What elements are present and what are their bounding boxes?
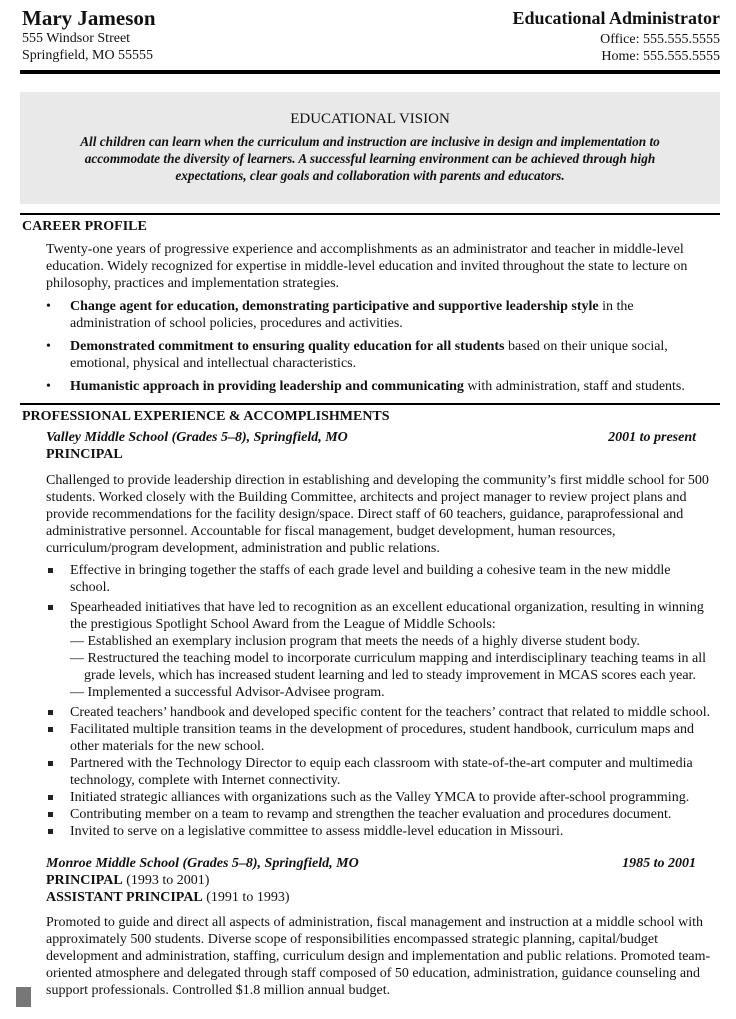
job-title: Educational Administrator	[512, 8, 720, 28]
sub-item: — Implemented a successful Advisor-Advisee program.	[70, 685, 385, 700]
vision-text: All children can learn when the curriculum and instruction are inclusive in design and implementation to accommodate the diversity of learners. A successful learning environment can be achieved through high expectations, clear goals and collaboration with parents and educators.	[80, 134, 660, 183]
square-bullet-icon	[48, 795, 53, 800]
header-divider	[20, 70, 720, 74]
bullet-icon: •	[46, 299, 51, 314]
office-phone: Office: 555.555.5555	[600, 32, 720, 47]
square-bullet-icon	[48, 761, 53, 766]
job-summary: Challenged to provide leadership direction in establishing and developing the community’s first middle school for 500 students. Worked closely with the Building Committee, architects and project manager to review project plans and provide recommendations for the facility design/space. Direct staff of 60 teachers, guidance, paraprofessional and administrative personnel. Accountable for fiscal management, budget development, human resources, curriculum/program development, administration and public relations.	[46, 473, 709, 556]
list-item: Initiated strategic alliances with organizations such as the Valley YMCA to provide after-school programming.	[46, 789, 714, 806]
job-monroe: Monroe Middle School (Grades 5–8), Springfield, MO 1985 to 2001 PRINCIPAL (1993 to 2001) ASSISTANT PRINCIPAL (1991 to 1993)	[46, 856, 696, 905]
list-item: • Demonstrated commitment to ensuring quality education for all students based on their unique social, emotional, physical and intellectual characteristics.	[46, 339, 668, 371]
street-address: 555 Windsor Street	[22, 31, 131, 46]
vision-heading: EDUCATIONAL VISION	[290, 111, 450, 127]
candidate-name: Mary Jameson	[22, 6, 156, 30]
sub-item: — Restructured the teaching model to incorporate curriculum mapping and interdisciplinary teaching teams in all grade levels, which has increased student learning and led to steady improvement in MCAS scores each year.	[70, 651, 707, 683]
list-item: Partnered with the Technology Director to equip each classroom with state-of-the-art computer and multimedia technology, complete with Internet connectivity.	[46, 755, 714, 789]
resume-header	[20, 6, 720, 64]
square-bullet-icon	[48, 568, 53, 573]
list-item: • Humanistic approach in providing leadership and communicating with administration, staff and students.	[46, 379, 685, 394]
square-bullet-icon	[48, 829, 53, 834]
bullet-icon: •	[46, 379, 51, 394]
list-item: • Change agent for education, demonstrating participative and supportive leadership style in the administration of school policies, procedures and activities.	[46, 299, 634, 331]
job-dates: 1985 to 2001	[622, 856, 696, 871]
square-bullet-icon	[48, 812, 53, 817]
job-summary: Promoted to guide and direct all aspects of administration, fiscal management and instruction at a middle school with approximately 500 students. Diverse scope of responsibilities encompassed strategic planning, capital/budget development and administration, staffing, curriculum design and implementation and public relations. Promoted team-oriented atmosphere and delegated through staff composed of 50 education, administration, guidance counseling and support professionals. Controlled $1.8 million annual budget.	[46, 915, 711, 998]
job-role: ASSISTANT PRINCIPAL	[46, 890, 203, 905]
career-profile-section	[20, 213, 720, 235]
job-valley-details	[46, 472, 714, 840]
square-bullet-icon	[48, 727, 53, 732]
list-item: Spearheaded initiatives that have led to recognition as an excellent educational organization, resulting in winning the prestigious Spotlight School Award from the League of Middle Schools: — Established an exemplary inclusion program that meets the needs of a highly diverse student body. — Restructured the teaching model to incorporate curriculum mapping and interdisciplinary teaching teams in all grade levels, which has increased student learning and led to steady improvement in MCAS scores each year. — Implemented a successful Advisor-Advisee program.	[46, 599, 714, 701]
list-item: Effective in bringing together the staffs of each grade level and building a cohesive team in the new middle school.	[46, 562, 714, 596]
job-role: PRINCIPAL	[46, 873, 123, 888]
list-item: Facilitated multiple transition teams in the development of procedures, student handbook, curriculum maps and other materials for the new school.	[46, 721, 714, 755]
home-phone: Home: 555.555.5555	[601, 49, 720, 64]
school-name: Monroe Middle School (Grades 5–8), Springfield, MO	[46, 856, 359, 871]
bullet-icon: •	[46, 339, 51, 354]
school-name: Valley Middle School (Grades 5–8), Springfield, MO	[46, 430, 348, 445]
list-item: Contributing member on a team to revamp and strengthen the teacher evaluation and procedures document.	[46, 806, 714, 823]
job-monroe-details	[46, 914, 714, 999]
career-profile-body	[46, 241, 714, 395]
profile-summary: Twenty-one years of progressive experience and accomplishments as an administrator and teacher in middle-level education. Widely recognized for expertise in middle-level education and invited throughout the state to lecture on philosophy, practices and implementation strategies.	[46, 242, 688, 291]
square-bullet-icon	[48, 605, 53, 610]
sub-item: — Established an exemplary inclusion program that meets the needs of a highly diverse student body.	[70, 634, 640, 649]
job-valley	[46, 429, 714, 463]
experience-section	[20, 403, 720, 425]
section-heading: PROFESSIONAL EXPERIENCE & ACCOMPLISHMENTS	[22, 409, 390, 424]
vision-box	[20, 92, 720, 204]
city-address: Springfield, MO 55555	[22, 48, 154, 63]
section-heading: CAREER PROFILE	[22, 219, 147, 234]
list-item: Invited to serve on a legislative committee to assess middle-level education in Missouri.	[46, 823, 714, 840]
square-bullet-icon	[48, 710, 53, 715]
page-marker	[16, 987, 31, 1007]
job-role: PRINCIPAL	[46, 447, 123, 462]
job-dates: 2001 to present	[608, 430, 696, 445]
list-item: Created teachers’ handbook and developed specific content for the teachers’ contract that related to middle school.	[46, 704, 714, 721]
contact-info	[600, 31, 720, 65]
